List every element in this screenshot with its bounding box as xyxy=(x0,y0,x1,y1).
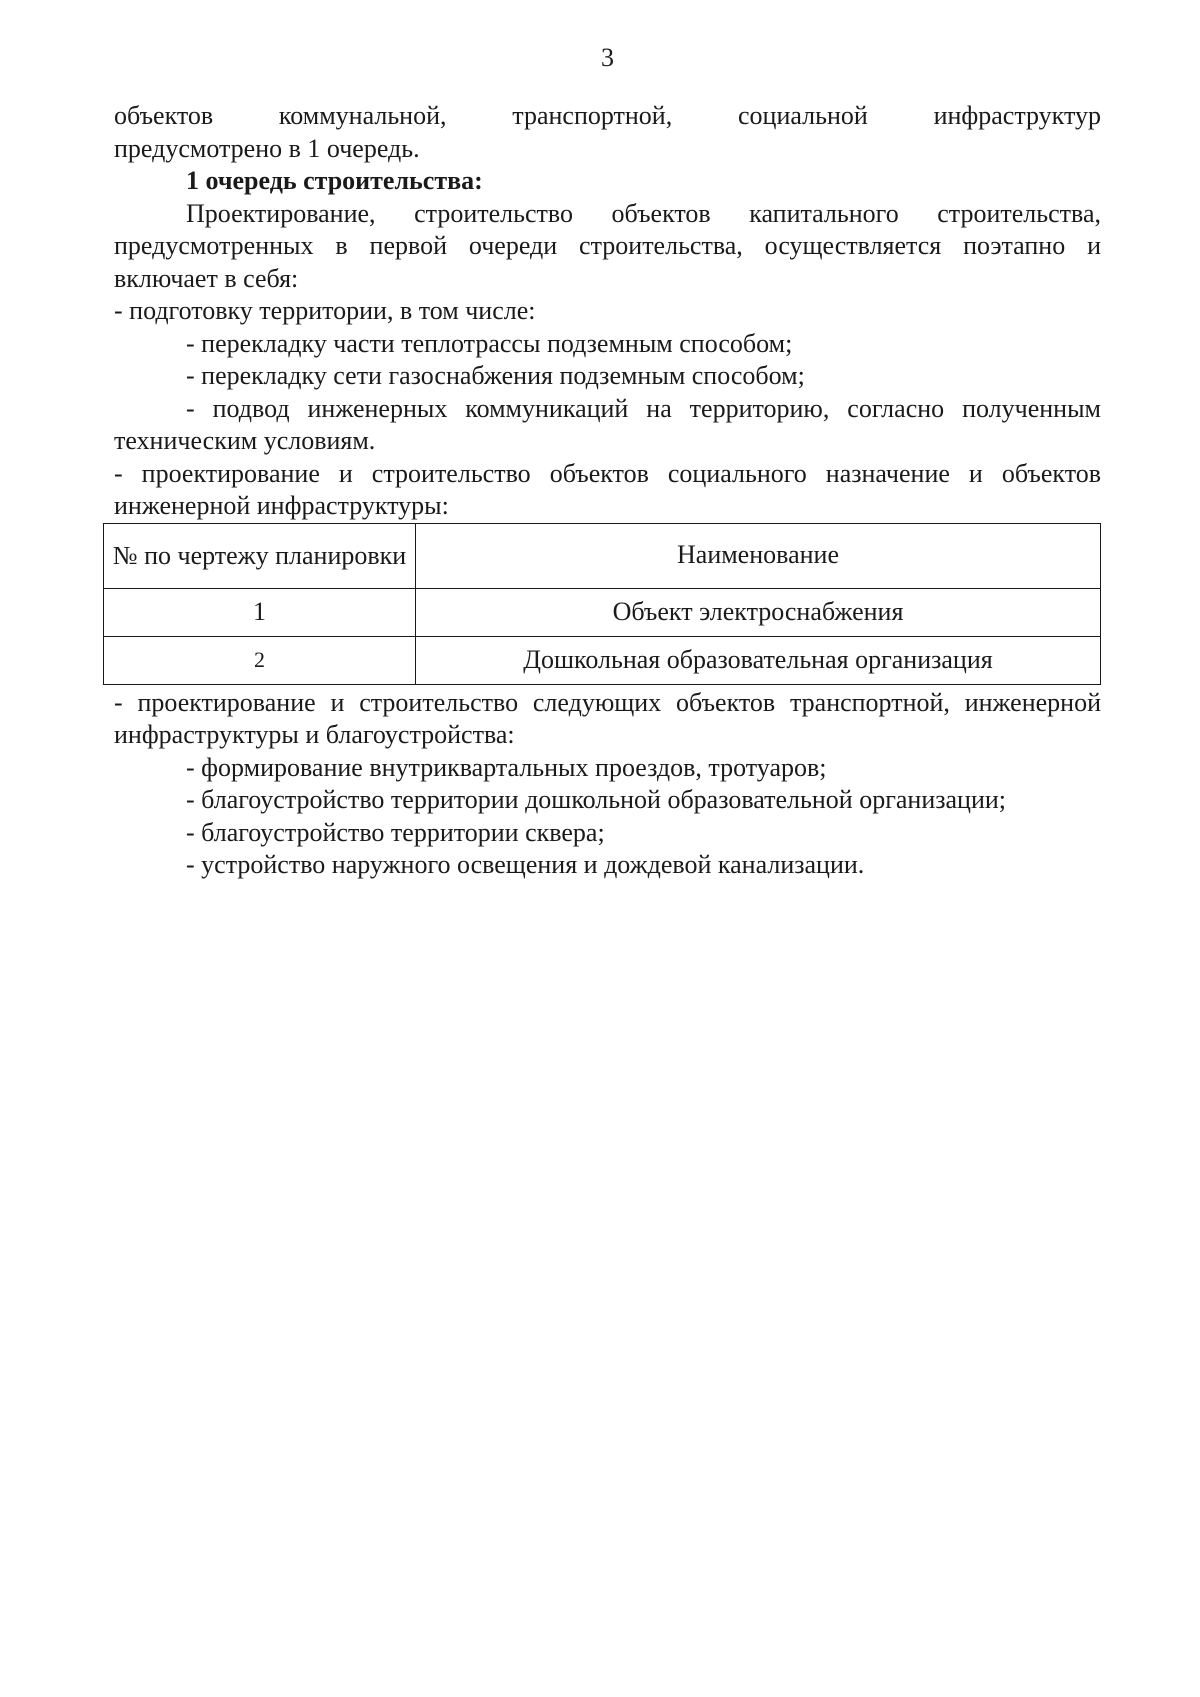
paragraph-infrastructure: объектов коммунальной, транспортной, социальной инфраструктур xyxy=(114,101,1101,130)
document-body xyxy=(114,100,1101,882)
list-item-transport-objects: - проектирование и строительство следующих объектов транспортной, инженерной инфраструктуры и благоустройства: xyxy=(114,687,1101,749)
list-item-lighting-drainage: - устройство наружного освещения и дождевой канализации. xyxy=(186,850,865,879)
table-cell-number: 2 xyxy=(104,636,416,684)
list-item-kindergarten-landscaping: - благоустройство территории дошкольной образовательной организации; xyxy=(186,785,1007,814)
objects-table xyxy=(103,523,1101,685)
section-heading: 1 очередь строительства: xyxy=(186,166,483,195)
paragraph-first-stage-note: предусмотрено в 1 очередь. xyxy=(114,133,420,163)
page-number: 3 xyxy=(601,43,614,72)
list-item-social-objects: - проектирование и строительство объектов социального назначение и объектов инженерной инфраструктуры: xyxy=(114,458,1101,520)
table-row xyxy=(104,588,1101,636)
list-item-gas-network: - перекладку сети газоснабжения подземным способом; xyxy=(186,361,805,390)
paragraph-design-construction: Проектирование, строительство объектов капитального строительства, предусмотренных в первой очереди строительства, осуществляется поэтапно и включает в себя: xyxy=(114,198,1101,293)
table-cell-name: Дошкольная образовательная организация xyxy=(416,636,1101,684)
list-item-square-landscaping: - благоустройство территории сквера; xyxy=(186,817,605,847)
table-header-name: Наименование xyxy=(416,523,1101,588)
list-item-site-preparation: - подготовку территории, в том числе: xyxy=(114,296,536,325)
table-row xyxy=(104,636,1101,684)
list-item-driveways: - формирование внутриквартальных проездов, тротуаров; xyxy=(186,752,827,782)
table-header-number: № по чертежу планировки xyxy=(104,523,416,588)
list-item-heating-main: - перекладку части теплотрассы подземным способом; xyxy=(186,328,793,358)
list-item-utilities: - подвод инженерных коммуникаций на территорию, согласно полученным техническим условиям. xyxy=(114,393,1101,455)
table-cell-name: Объект электроснабжения xyxy=(416,588,1101,636)
table-cell-number: 1 xyxy=(104,588,416,636)
table-header-row xyxy=(104,523,1101,588)
